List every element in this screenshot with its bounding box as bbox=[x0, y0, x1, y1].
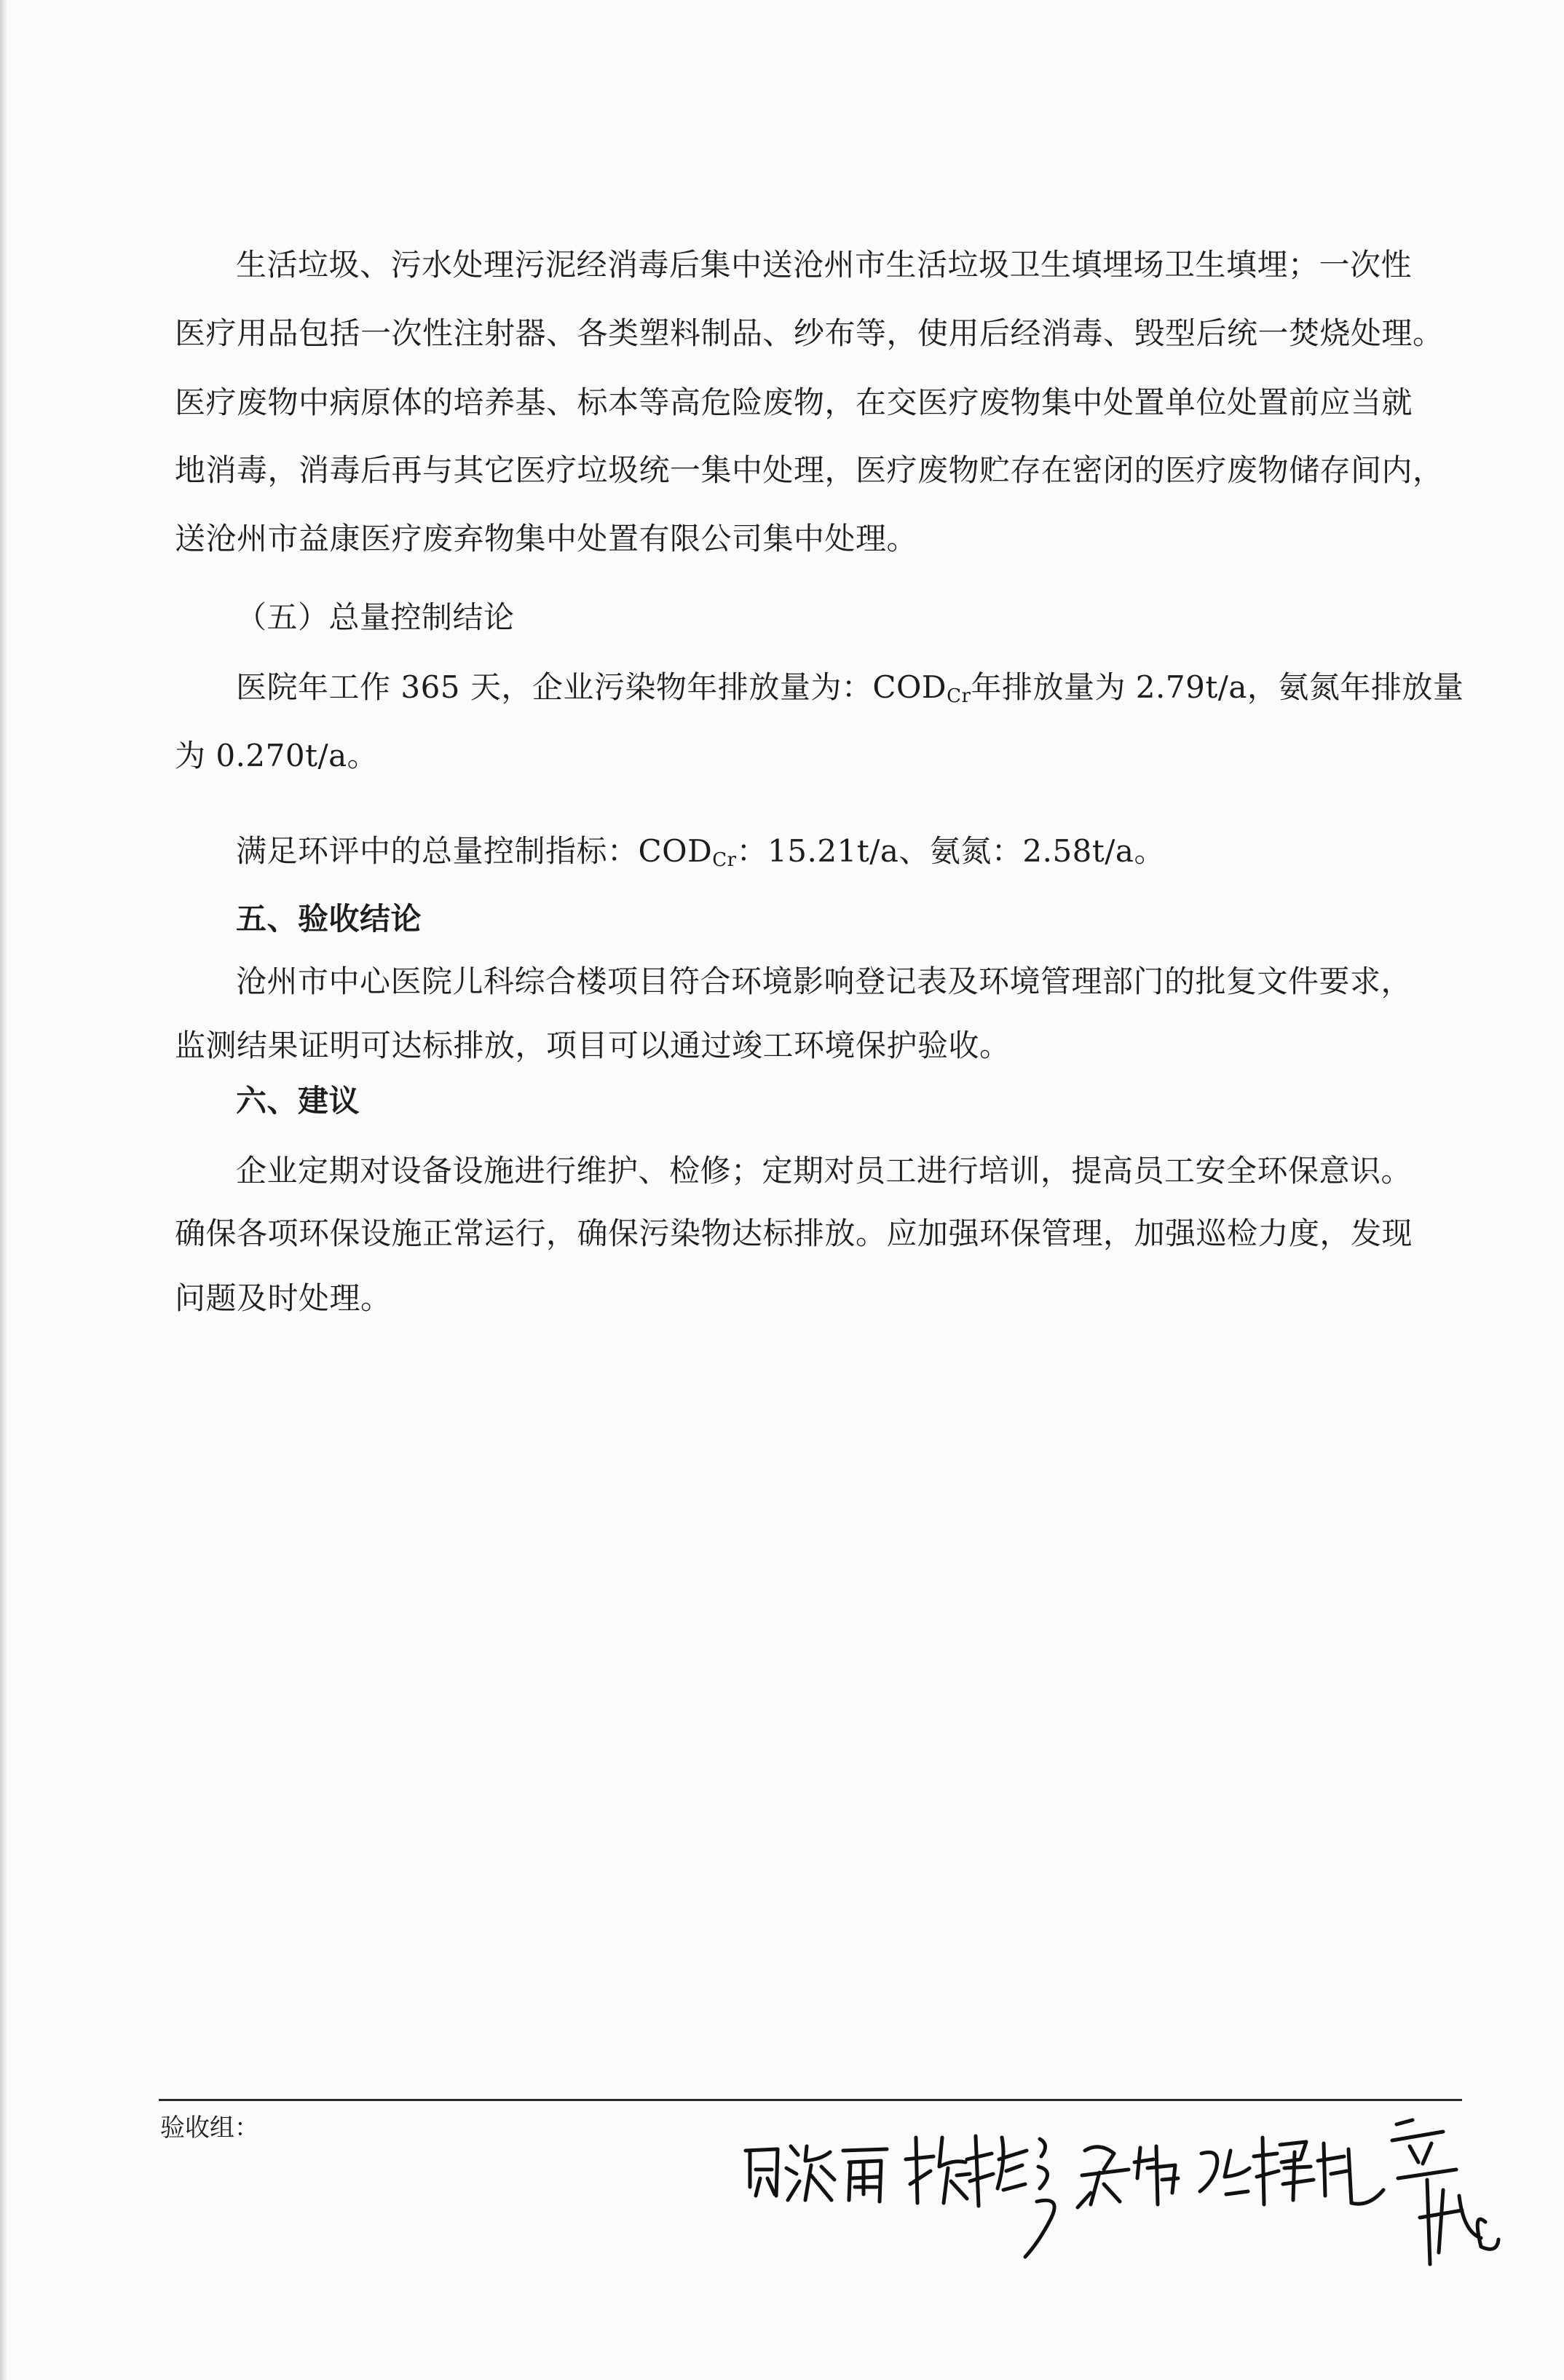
signature-4 bbox=[1200, 2137, 1383, 2204]
paragraph-line: 医疗用品包括一次性注射器、各类塑料制品、纱布等，使用后经消毒、毁型后统一焚烧处理。 bbox=[175, 315, 1444, 351]
signature-5 bbox=[1392, 2120, 1498, 2264]
signature-3 bbox=[1078, 2146, 1178, 2207]
page-edge-shadow bbox=[0, 0, 7, 2380]
paragraph-line: 地消毒，消毒后再与其它医疗垃圾统一集中处理，医疗废物贮存在密闭的医疗废物储存间内， bbox=[175, 452, 1444, 488]
paragraph-line: 为 0.270t/a。 bbox=[175, 738, 379, 773]
paragraph-line bbox=[236, 669, 1464, 706]
paragraph-line: 送沧州市益康医疗废弃物集中处置有限公司集中处理。 bbox=[175, 521, 918, 556]
text-run: 医院年工作 365 天，企业污染物年排放量为：COD bbox=[236, 669, 947, 705]
signature-2 bbox=[906, 2136, 1054, 2257]
paragraph-line: 确保各项环保设施正常运行，确保污染物达标排放。应加强环保管理，加强巡检力度，发现 bbox=[175, 1215, 1413, 1251]
paragraph-line: 企业定期对设备设施进行维护、检修；定期对员工进行培训，提高员工安全环保意识。 bbox=[236, 1153, 1413, 1189]
paragraph-line: 沧州市中心医院儿科综合楼项目符合环境影响登记表及环境管理部门的批复文件要求， bbox=[236, 964, 1413, 999]
text-run: ：15.21t/a、氨氮：2.58t/a。 bbox=[736, 833, 1165, 869]
signature-rule bbox=[159, 2099, 1462, 2101]
signature-label: 验收组： bbox=[160, 2113, 259, 2143]
paragraph-line: 生活垃圾、污水处理污泥经消毒后集中送沧州市生活垃圾卫生填埋场卫生填埋；一次性 bbox=[236, 247, 1413, 283]
text-run: 满足环评中的总量控制指标：COD bbox=[236, 833, 713, 869]
text-run: 年排放量为 2.79t/a，氨氮年排放量 bbox=[971, 669, 1464, 705]
paragraph-line bbox=[236, 832, 1165, 870]
section-heading: 五、验收结论 bbox=[236, 901, 422, 937]
section-heading: 六、建议 bbox=[236, 1083, 360, 1119]
paragraph-line: 医疗废物中病原体的培养基、标本等高危险废物，在交医疗废物集中处置单位处置前应当就 bbox=[175, 385, 1413, 420]
subscript: Cr bbox=[947, 685, 971, 707]
signature-1 bbox=[746, 2146, 887, 2202]
subsection-heading: （五）总量控制结论 bbox=[236, 599, 515, 635]
subscript: Cr bbox=[712, 849, 737, 871]
paragraph-line: 监测结果证明可达标排放，项目可以通过竣工环境保护验收。 bbox=[175, 1028, 1011, 1063]
paragraph-line: 问题及时处理。 bbox=[175, 1280, 392, 1316]
handwritten-signatures bbox=[735, 2108, 1551, 2283]
